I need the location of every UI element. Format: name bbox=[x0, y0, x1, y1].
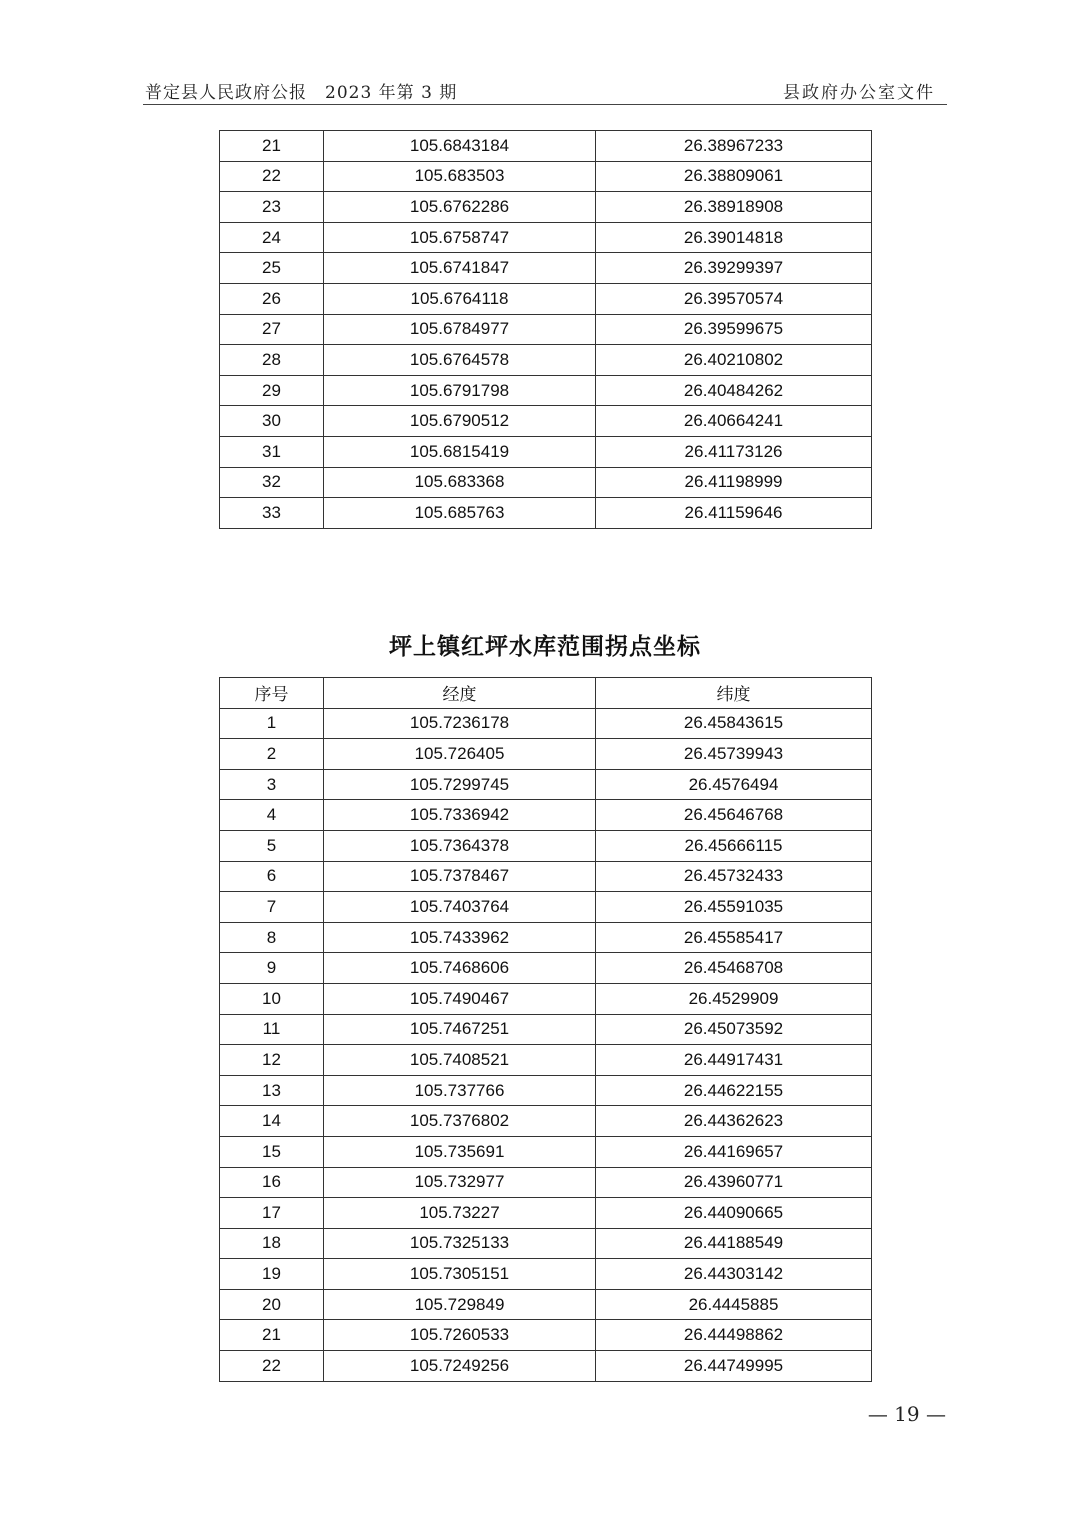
table2-header bbox=[220, 678, 872, 709]
cell-latitude: 26.39299397 bbox=[596, 253, 872, 284]
cell-index: 21 bbox=[220, 1320, 324, 1351]
cell-longitude: 105.7467251 bbox=[324, 1014, 596, 1045]
cell-latitude: 26.45073592 bbox=[596, 1014, 872, 1045]
cell-longitude: 105.7305151 bbox=[324, 1259, 596, 1290]
cell-longitude: 105.685763 bbox=[324, 498, 596, 529]
cell-index: 20 bbox=[220, 1289, 324, 1320]
table-row bbox=[220, 1014, 872, 1045]
table-row bbox=[220, 892, 872, 923]
table2-body bbox=[220, 708, 872, 1381]
cell-longitude: 105.729849 bbox=[324, 1289, 596, 1320]
cell-longitude: 105.7490467 bbox=[324, 983, 596, 1014]
cell-longitude: 105.7336942 bbox=[324, 800, 596, 831]
cell-index: 5 bbox=[220, 830, 324, 861]
cell-latitude: 26.45666115 bbox=[596, 830, 872, 861]
cell-longitude: 105.6790512 bbox=[324, 406, 596, 437]
table1-body bbox=[220, 131, 872, 529]
table-header-row bbox=[220, 678, 872, 709]
cell-index: 14 bbox=[220, 1106, 324, 1137]
cell-index: 16 bbox=[220, 1167, 324, 1198]
table-row bbox=[220, 708, 872, 739]
cell-latitude: 26.44622155 bbox=[596, 1075, 872, 1106]
table-row bbox=[220, 983, 872, 1014]
cell-longitude: 105.6741847 bbox=[324, 253, 596, 284]
cell-latitude: 26.45732433 bbox=[596, 861, 872, 892]
cell-latitude: 26.39599675 bbox=[596, 314, 872, 345]
cell-latitude: 26.43960771 bbox=[596, 1167, 872, 1198]
table-row bbox=[220, 222, 872, 253]
cell-index: 7 bbox=[220, 892, 324, 923]
cell-longitude: 105.6762286 bbox=[324, 192, 596, 223]
cell-longitude: 105.683368 bbox=[324, 467, 596, 498]
coordinates-table-continued bbox=[219, 130, 872, 529]
cell-longitude: 105.7364378 bbox=[324, 830, 596, 861]
cell-latitude: 26.41173126 bbox=[596, 436, 872, 467]
cell-latitude: 26.38918908 bbox=[596, 192, 872, 223]
cell-latitude: 26.44169657 bbox=[596, 1136, 872, 1167]
table-row bbox=[220, 953, 872, 984]
table-row bbox=[220, 861, 872, 892]
cell-longitude: 105.7468606 bbox=[324, 953, 596, 984]
cell-index: 28 bbox=[220, 345, 324, 376]
table-row bbox=[220, 406, 872, 437]
cell-latitude: 26.44188549 bbox=[596, 1228, 872, 1259]
cell-latitude: 26.44498862 bbox=[596, 1320, 872, 1351]
cell-index: 19 bbox=[220, 1259, 324, 1290]
cell-latitude: 26.4529909 bbox=[596, 983, 872, 1014]
page-number: — 19 — bbox=[867, 1402, 946, 1426]
table-row bbox=[220, 314, 872, 345]
table-row bbox=[220, 739, 872, 770]
cell-latitude: 26.45739943 bbox=[596, 739, 872, 770]
cell-longitude: 105.73227 bbox=[324, 1198, 596, 1229]
cell-index: 6 bbox=[220, 861, 324, 892]
cell-latitude: 26.39014818 bbox=[596, 222, 872, 253]
table-row bbox=[220, 283, 872, 314]
cell-index: 1 bbox=[220, 708, 324, 739]
cell-longitude: 105.6784977 bbox=[324, 314, 596, 345]
cell-latitude: 26.44303142 bbox=[596, 1259, 872, 1290]
cell-longitude: 105.6843184 bbox=[324, 131, 596, 162]
header-longitude: 经度 bbox=[324, 678, 596, 709]
cell-index: 32 bbox=[220, 467, 324, 498]
cell-latitude: 26.40664241 bbox=[596, 406, 872, 437]
cell-index: 30 bbox=[220, 406, 324, 437]
cell-latitude: 26.44362623 bbox=[596, 1106, 872, 1137]
table-row bbox=[220, 131, 872, 162]
table-row bbox=[220, 1320, 872, 1351]
header-section: 县政府办公室文件 bbox=[783, 83, 935, 103]
table2-title: 坪上镇红坪水库范围拐点坐标 bbox=[389, 634, 701, 660]
table-row bbox=[220, 1198, 872, 1229]
table-row bbox=[220, 1289, 872, 1320]
cell-index: 23 bbox=[220, 192, 324, 223]
cell-index: 2 bbox=[220, 739, 324, 770]
cell-latitude: 26.4576494 bbox=[596, 769, 872, 800]
cell-longitude: 105.6764118 bbox=[324, 283, 596, 314]
cell-index: 10 bbox=[220, 983, 324, 1014]
cell-latitude: 26.40484262 bbox=[596, 375, 872, 406]
page-header bbox=[143, 76, 947, 105]
table-row bbox=[220, 1136, 872, 1167]
cell-index: 22 bbox=[220, 161, 324, 192]
cell-longitude: 105.7249256 bbox=[324, 1351, 596, 1382]
table-row bbox=[220, 1259, 872, 1290]
cell-longitude: 105.726405 bbox=[324, 739, 596, 770]
cell-longitude: 105.732977 bbox=[324, 1167, 596, 1198]
header-latitude: 纬度 bbox=[596, 678, 872, 709]
cell-index: 22 bbox=[220, 1351, 324, 1382]
cell-longitude: 105.7325133 bbox=[324, 1228, 596, 1259]
cell-longitude: 105.7236178 bbox=[324, 708, 596, 739]
cell-index: 21 bbox=[220, 131, 324, 162]
cell-latitude: 26.45646768 bbox=[596, 800, 872, 831]
cell-index: 25 bbox=[220, 253, 324, 284]
table-row bbox=[220, 1045, 872, 1076]
header-index: 序号 bbox=[220, 678, 324, 709]
cell-index: 13 bbox=[220, 1075, 324, 1106]
cell-longitude: 105.7299745 bbox=[324, 769, 596, 800]
table-row bbox=[220, 345, 872, 376]
cell-longitude: 105.6791798 bbox=[324, 375, 596, 406]
table-row bbox=[220, 1106, 872, 1137]
cell-latitude: 26.44090665 bbox=[596, 1198, 872, 1229]
table-row bbox=[220, 467, 872, 498]
table-row bbox=[220, 769, 872, 800]
cell-latitude: 26.45585417 bbox=[596, 922, 872, 953]
cell-latitude: 26.41159646 bbox=[596, 498, 872, 529]
table-row bbox=[220, 161, 872, 192]
table-row bbox=[220, 1228, 872, 1259]
cell-index: 33 bbox=[220, 498, 324, 529]
cell-longitude: 105.7378467 bbox=[324, 861, 596, 892]
cell-index: 27 bbox=[220, 314, 324, 345]
cell-latitude: 26.41198999 bbox=[596, 467, 872, 498]
cell-longitude: 105.683503 bbox=[324, 161, 596, 192]
cell-index: 18 bbox=[220, 1228, 324, 1259]
cell-latitude: 26.44749995 bbox=[596, 1351, 872, 1382]
table-row bbox=[220, 800, 872, 831]
cell-index: 26 bbox=[220, 283, 324, 314]
cell-longitude: 105.737766 bbox=[324, 1075, 596, 1106]
hongping-reservoir-coordinates-table bbox=[219, 677, 872, 1382]
cell-latitude: 26.40210802 bbox=[596, 345, 872, 376]
cell-latitude: 26.38967233 bbox=[596, 131, 872, 162]
cell-longitude: 105.7433962 bbox=[324, 922, 596, 953]
cell-index: 17 bbox=[220, 1198, 324, 1229]
cell-latitude: 26.45843615 bbox=[596, 708, 872, 739]
cell-index: 3 bbox=[220, 769, 324, 800]
cell-index: 15 bbox=[220, 1136, 324, 1167]
table-row bbox=[220, 922, 872, 953]
header-publication: 普定县人民政府公报 2023 年第 3 期 bbox=[145, 83, 458, 103]
table-row bbox=[220, 375, 872, 406]
cell-latitude: 26.45468708 bbox=[596, 953, 872, 984]
cell-longitude: 105.6815419 bbox=[324, 436, 596, 467]
cell-longitude: 105.7408521 bbox=[324, 1045, 596, 1076]
table-row bbox=[220, 253, 872, 284]
cell-longitude: 105.7403764 bbox=[324, 892, 596, 923]
cell-index: 11 bbox=[220, 1014, 324, 1045]
cell-index: 29 bbox=[220, 375, 324, 406]
table-row bbox=[220, 1075, 872, 1106]
cell-longitude: 105.7376802 bbox=[324, 1106, 596, 1137]
cell-latitude: 26.45591035 bbox=[596, 892, 872, 923]
cell-index: 12 bbox=[220, 1045, 324, 1076]
cell-index: 24 bbox=[220, 222, 324, 253]
table-row bbox=[220, 436, 872, 467]
cell-longitude: 105.7260533 bbox=[324, 1320, 596, 1351]
cell-latitude: 26.39570574 bbox=[596, 283, 872, 314]
table-row bbox=[220, 1167, 872, 1198]
cell-latitude: 26.38809061 bbox=[596, 161, 872, 192]
cell-latitude: 26.4445885 bbox=[596, 1289, 872, 1320]
cell-index: 9 bbox=[220, 953, 324, 984]
cell-index: 4 bbox=[220, 800, 324, 831]
table-row bbox=[220, 1351, 872, 1382]
cell-index: 31 bbox=[220, 436, 324, 467]
cell-longitude: 105.6758747 bbox=[324, 222, 596, 253]
table-row bbox=[220, 192, 872, 223]
cell-longitude: 105.735691 bbox=[324, 1136, 596, 1167]
cell-longitude: 105.6764578 bbox=[324, 345, 596, 376]
table-row bbox=[220, 498, 872, 529]
cell-latitude: 26.44917431 bbox=[596, 1045, 872, 1076]
cell-index: 8 bbox=[220, 922, 324, 953]
table-row bbox=[220, 830, 872, 861]
